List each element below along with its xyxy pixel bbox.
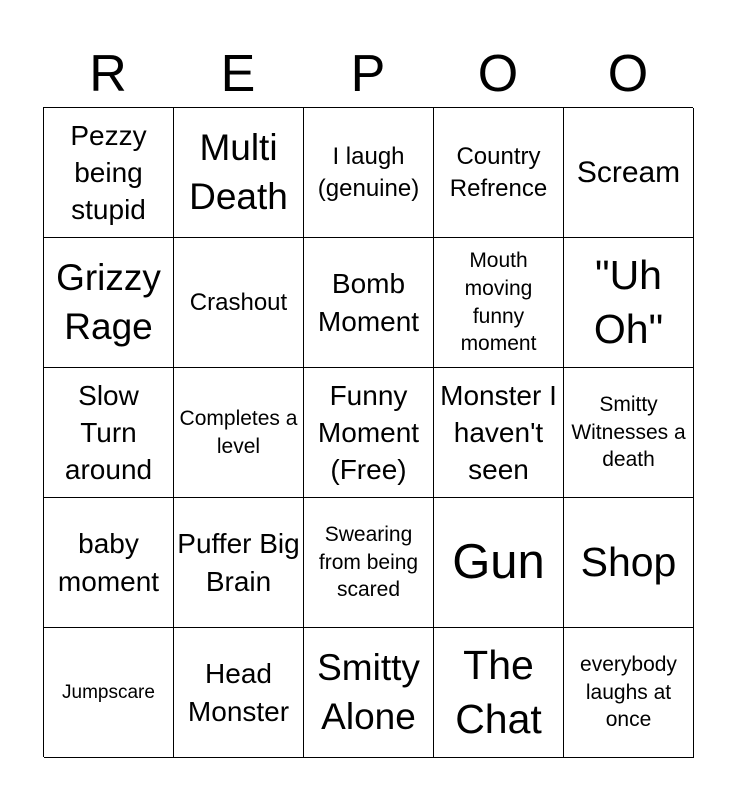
bingo-cell[interactable] — [174, 498, 304, 628]
cell-text: Swearing from being scared — [318, 522, 419, 602]
cell-text: Shop — [580, 538, 677, 585]
cell-text: Grizzy Rage — [56, 257, 161, 347]
cell-text: I laugh (genuine) — [317, 142, 420, 202]
bingo-cell[interactable] — [564, 498, 694, 628]
bingo-cell[interactable] — [564, 108, 694, 238]
bingo-cell[interactable] — [44, 108, 174, 238]
bingo-cell[interactable] — [44, 368, 174, 498]
bingo-cell[interactable] — [174, 238, 304, 368]
bingo-cell[interactable] — [174, 368, 304, 498]
cell-text: baby moment — [57, 528, 160, 597]
bingo-cell[interactable] — [44, 628, 174, 758]
bingo-header — [43, 40, 693, 108]
bingo-cell[interactable] — [304, 628, 434, 758]
cell-text: Multi Death — [189, 127, 288, 217]
bingo-cell[interactable] — [434, 238, 564, 368]
cell-text: Bomb Moment — [317, 268, 420, 337]
bingo-cell[interactable] — [564, 238, 694, 368]
cell-text: Puffer Big Brain — [177, 528, 300, 597]
bingo-cell[interactable] — [174, 108, 304, 238]
bingo-cell[interactable] — [434, 628, 564, 758]
bingo-cell[interactable] — [174, 628, 304, 758]
cell-text: Smitty Alone — [317, 647, 420, 737]
cell-text: Country Refrence — [449, 142, 548, 202]
cell-text: Gun — [452, 535, 545, 590]
bingo-cell[interactable] — [304, 108, 434, 238]
cell-text: Monster I haven't seen — [440, 379, 557, 486]
bingo-cell[interactable] — [44, 498, 174, 628]
cell-text: Mouth moving funny moment — [460, 249, 537, 356]
bingo-cell free-space[interactable] — [304, 368, 434, 498]
header-letter-3: P — [350, 45, 386, 103]
cell-text: Completes a level — [179, 406, 298, 458]
cell-text: Smitty Witnesses a death — [571, 392, 686, 472]
bingo-cell[interactable] — [564, 368, 694, 498]
cell-text: Scream — [576, 155, 681, 189]
bingo-cell[interactable] — [434, 108, 564, 238]
cell-text: Crashout — [189, 288, 288, 316]
cell-text: Pezzy being stupid — [70, 119, 147, 226]
header-letter-5: O — [607, 45, 649, 103]
cell-text: Slow Turn around — [64, 379, 153, 486]
bingo-cell[interactable] — [304, 498, 434, 628]
bingo-cell[interactable] — [434, 498, 564, 628]
cell-text: Head Monster — [187, 658, 290, 727]
bingo-cell[interactable] — [304, 238, 434, 368]
cell-text: everybody laughs at once — [580, 652, 677, 732]
header-letter-1: R — [89, 45, 127, 103]
header-letter-4: O — [477, 45, 519, 103]
header-letter-2: E — [220, 45, 256, 103]
cell-text: Funny Moment (Free) — [317, 379, 420, 486]
bingo-cell[interactable] — [564, 628, 694, 758]
bingo-board — [43, 107, 693, 757]
cell-text: The Chat — [455, 642, 542, 742]
bingo-cell[interactable] — [44, 238, 174, 368]
cell-text: Jumpscare — [62, 681, 155, 703]
bingo-cell[interactable] — [434, 368, 564, 498]
cell-text: "Uh Oh" — [593, 252, 664, 352]
